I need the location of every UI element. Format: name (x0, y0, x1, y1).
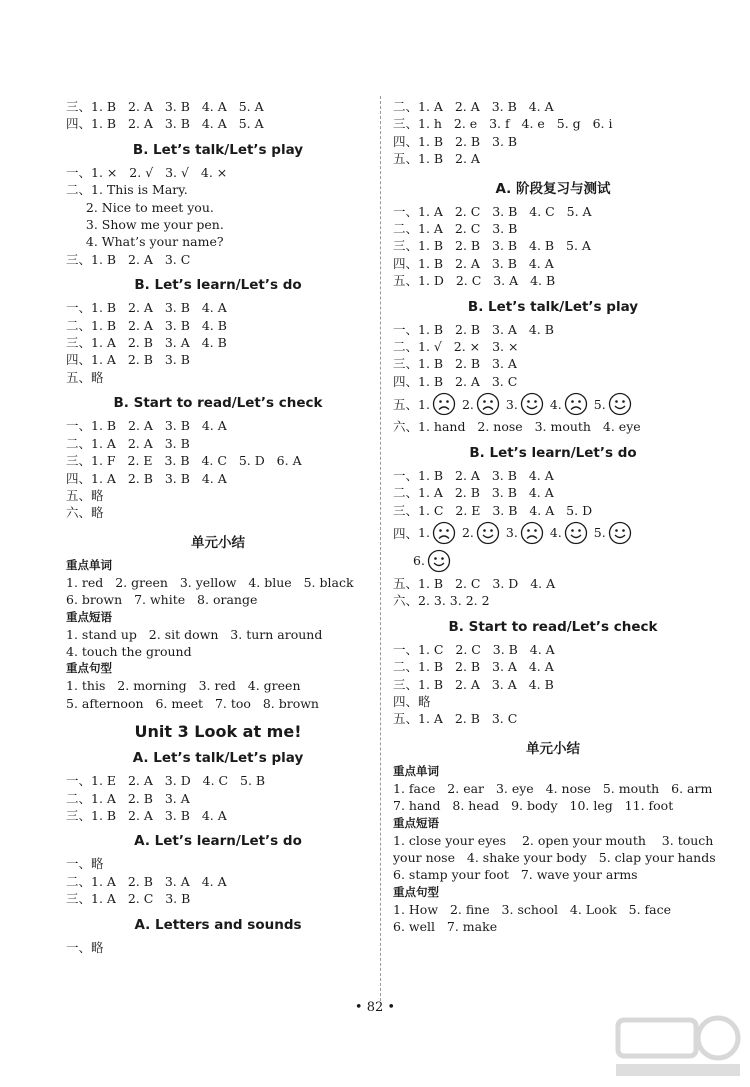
face-answer-row (393, 547, 713, 575)
answer-line: 三、1. F 2. E 3. B 4. C 5. D 6. A (66, 453, 302, 469)
question-number: 3. (505, 396, 518, 412)
answer-line: 一、1. B 2. A 3. B 4. A (393, 467, 554, 483)
question-number: 4. (549, 525, 562, 541)
answer-line: 一、略 (66, 939, 104, 955)
phrase-label: 重点短语 (393, 815, 439, 830)
answer-line: 四、1. B 2. A 3. C (393, 373, 518, 389)
answer-line: 一、1. B 2. A 3. B 4. A (66, 300, 227, 316)
answer-list (393, 467, 713, 519)
section-title: B. Let’s learn/Let’s do (134, 277, 302, 294)
sad-face-icon (564, 392, 588, 416)
answer-line: 一、1. C 2. C 3. B 4. A (393, 641, 555, 657)
answer-line: 五、1. B 2. A (393, 151, 480, 167)
answer-line: 1. red 2. green 3. yellow 4. blue 5. black (66, 574, 354, 590)
sad-face-icon (432, 392, 456, 416)
vocab-list (393, 780, 713, 815)
section-title: B. Start to read/Let’s check (448, 618, 658, 635)
vocab-list (66, 574, 370, 609)
answer-line: your nose 4. shake your body 5. clap your hands (393, 849, 716, 865)
sentence-label: 重点句型 (66, 661, 112, 676)
face-answer-row (393, 390, 713, 418)
smiley-face-icon (564, 521, 588, 545)
answer-list (393, 641, 713, 728)
answer-line: 6. brown 7. white 8. orange (66, 592, 258, 608)
answer-line: 一、1. B 2. B 3. A 4. B (393, 321, 554, 337)
smiley-face-icon (427, 549, 451, 573)
column-divider (380, 96, 381, 1001)
answer-list (66, 772, 370, 824)
answer-list (393, 98, 713, 168)
answer-list (66, 939, 370, 956)
answer-line: 六、2. 3. 3. 2. 2 (393, 593, 490, 609)
answer-list (393, 575, 713, 610)
answer-line: 三、1. B 2. A 3. C (66, 251, 191, 267)
question-number: 4. (549, 396, 562, 412)
answer-list (66, 855, 370, 907)
section-title: A. Let’s learn/Let’s do (134, 833, 302, 850)
answer-line: 三、1. B 2. B 3. B 4. B 5. A (393, 238, 591, 254)
sad-face-icon (432, 521, 456, 545)
answer-line: 五、1. A 2. B 3. C (393, 711, 518, 727)
watermark-logo (610, 1010, 745, 1080)
answer-line: 三、1. h 2. e 3. f 4. e 5. g 6. i (393, 116, 613, 132)
question-number: 5. (593, 396, 606, 412)
question-number: 1. (418, 396, 430, 412)
answer-line: 二、1. A 2. A 3. B 4. A (393, 99, 554, 114)
answer-line: 4. touch the ground (66, 643, 192, 659)
answer-line: 四、略 (393, 693, 431, 709)
answer-line: 六、略 (66, 505, 104, 521)
answer-line: 3. Show me your pen. (66, 217, 224, 233)
smiley-face-icon (476, 521, 500, 545)
answer-list (66, 417, 370, 521)
answer-list (66, 299, 370, 386)
answer-line: 二、1. A 2. B 3. B 4. A (393, 485, 554, 501)
smiley-face-icon (520, 392, 544, 416)
answer-line: 四、1. B 2. A 3. B 4. A (393, 255, 554, 271)
answer-line: 一、略 (66, 856, 104, 872)
sad-face-icon (520, 521, 544, 545)
section-title: A. Let’s talk/Let’s play (132, 750, 304, 767)
section-title: B. Let’s talk/Let’s play (467, 298, 639, 315)
answer-line: 1. close your eyes 2. open your mouth 3. touch (393, 832, 714, 848)
question-number: 2. (461, 525, 474, 541)
phrase-label: 重点短语 (66, 609, 112, 624)
answer-line: 五、略 (66, 369, 104, 385)
phrase-list (66, 626, 370, 661)
smiley-face-icon (608, 392, 632, 416)
answer-list (66, 164, 370, 268)
answer-list (393, 203, 713, 290)
answer-line: 三、1. B 2. A 3. B 4. A 5. A (66, 99, 264, 114)
answer-line: 二、1. A 2. B 3. A (66, 790, 190, 806)
answer-line: 1. this 2. morning 3. red 4. green (66, 678, 301, 694)
answer-line: 二、1. A 2. A 3. B (66, 435, 190, 451)
question-number: 2. (461, 396, 474, 412)
answer-line: 三、1. A 2. C 3. B (66, 891, 191, 907)
answer-line: 5. afternoon 6. meet 7. too 8. brown (66, 695, 319, 711)
summary-title: 单元小结 (191, 534, 245, 551)
answer-line: 五、1. D 2. C 3. A 4. B (393, 273, 556, 289)
answer-line: 6. well 7. make (393, 919, 498, 935)
answer-line: 2. Nice to meet you. (66, 199, 214, 215)
face-answer-row (393, 519, 713, 547)
unit-title: Unit 3 Look at me! (134, 722, 302, 742)
answer-line: 一、1. B 2. A 3. B 4. A (66, 418, 227, 434)
answer-line: 二、1. √ 2. × 3. × (393, 339, 519, 355)
answer-line: 三、1. B 2. A 3. B 4. A (66, 807, 227, 823)
summary-title: 单元小结 (526, 740, 580, 757)
question-number: 6. (413, 553, 425, 569)
question-prefix: 四、 (393, 525, 419, 541)
answer-line: 1. stand up 2. sit down 3. turn around (66, 626, 323, 642)
sentence-list (66, 677, 370, 712)
page-number: • 82 • (354, 1000, 396, 1015)
phrase-list (393, 832, 716, 884)
answer-line: 六、1. hand 2. nose 3. mouth 4. eye (393, 419, 641, 435)
question-number: 1. (418, 525, 430, 541)
sentence-list (393, 901, 713, 936)
section-title: A. Letters and sounds (134, 916, 302, 933)
answer-line: 二、1. A 2. C 3. B (393, 221, 518, 237)
answer-line: 一、1. × 2. √ 3. √ 4. × (66, 164, 228, 180)
answer-line: 6. stamp your foot 7. wave your arms (393, 867, 638, 883)
answer-line: 三、1. B 2. A 3. A 4. B (393, 676, 554, 692)
section-title: B. Let’s talk/Let’s play (132, 141, 304, 158)
sentence-label: 重点句型 (393, 884, 439, 899)
section-title: B. Start to read/Let’s check (113, 395, 323, 412)
answer-line: 二、1. This is Mary. (66, 182, 188, 198)
answer-line: 1. How 2. fine 3. school 4. Look 5. face (393, 901, 672, 917)
smiley-face-icon (608, 521, 632, 545)
section-title: B. Let’s learn/Let’s do (469, 444, 637, 461)
answer-line: 四、1. A 2. B 3. B 4. A (66, 470, 227, 486)
answer-line: 三、1. B 2. B 3. A (393, 356, 517, 372)
answer-list (393, 321, 713, 391)
right-column (393, 98, 716, 936)
answer-line: 四、1. B 2. A 3. B 4. A 5. A (66, 116, 264, 132)
vocab-label: 重点单词 (393, 763, 439, 778)
sad-face-icon (476, 392, 500, 416)
answer-line: 四、1. A 2. B 3. B (66, 352, 190, 368)
answer-line: 4. What’s your name? (66, 234, 224, 250)
answer-line: 7. hand 8. head 9. body 10. leg 11. foot (393, 798, 674, 814)
answer-line: 四、1. B 2. B 3. B (393, 133, 518, 149)
question-number: 3. (505, 525, 518, 541)
answer-line: 1. face 2. ear 3. eye 4. nose 5. mouth 6. arm (393, 780, 713, 796)
section-title: A. 阶段复习与测试 (495, 180, 611, 197)
question-prefix: 五、 (393, 397, 419, 413)
answer-line: 五、略 (66, 487, 104, 503)
answer-line: 二、1. B 2. A 3. B 4. B (66, 317, 227, 333)
question-number: 5. (593, 525, 606, 541)
answer-line: 一、1. E 2. A 3. D 4. C 5. B (66, 773, 266, 789)
answer-line: 五、1. B 2. C 3. D 4. A (393, 575, 556, 591)
answer-line: 三、1. A 2. B 3. A 4. B (66, 335, 227, 351)
vocab-label: 重点单词 (66, 557, 112, 572)
answer-line: 一、1. A 2. C 3. B 4. C 5. A (393, 203, 592, 219)
left-column (66, 98, 370, 956)
answer-line: 二、1. B 2. B 3. A 4. A (393, 659, 554, 675)
answer-line: 三、1. C 2. E 3. B 4. A 5. D (393, 502, 593, 518)
answer-line: 二、1. A 2. B 3. A 4. A (66, 873, 227, 889)
